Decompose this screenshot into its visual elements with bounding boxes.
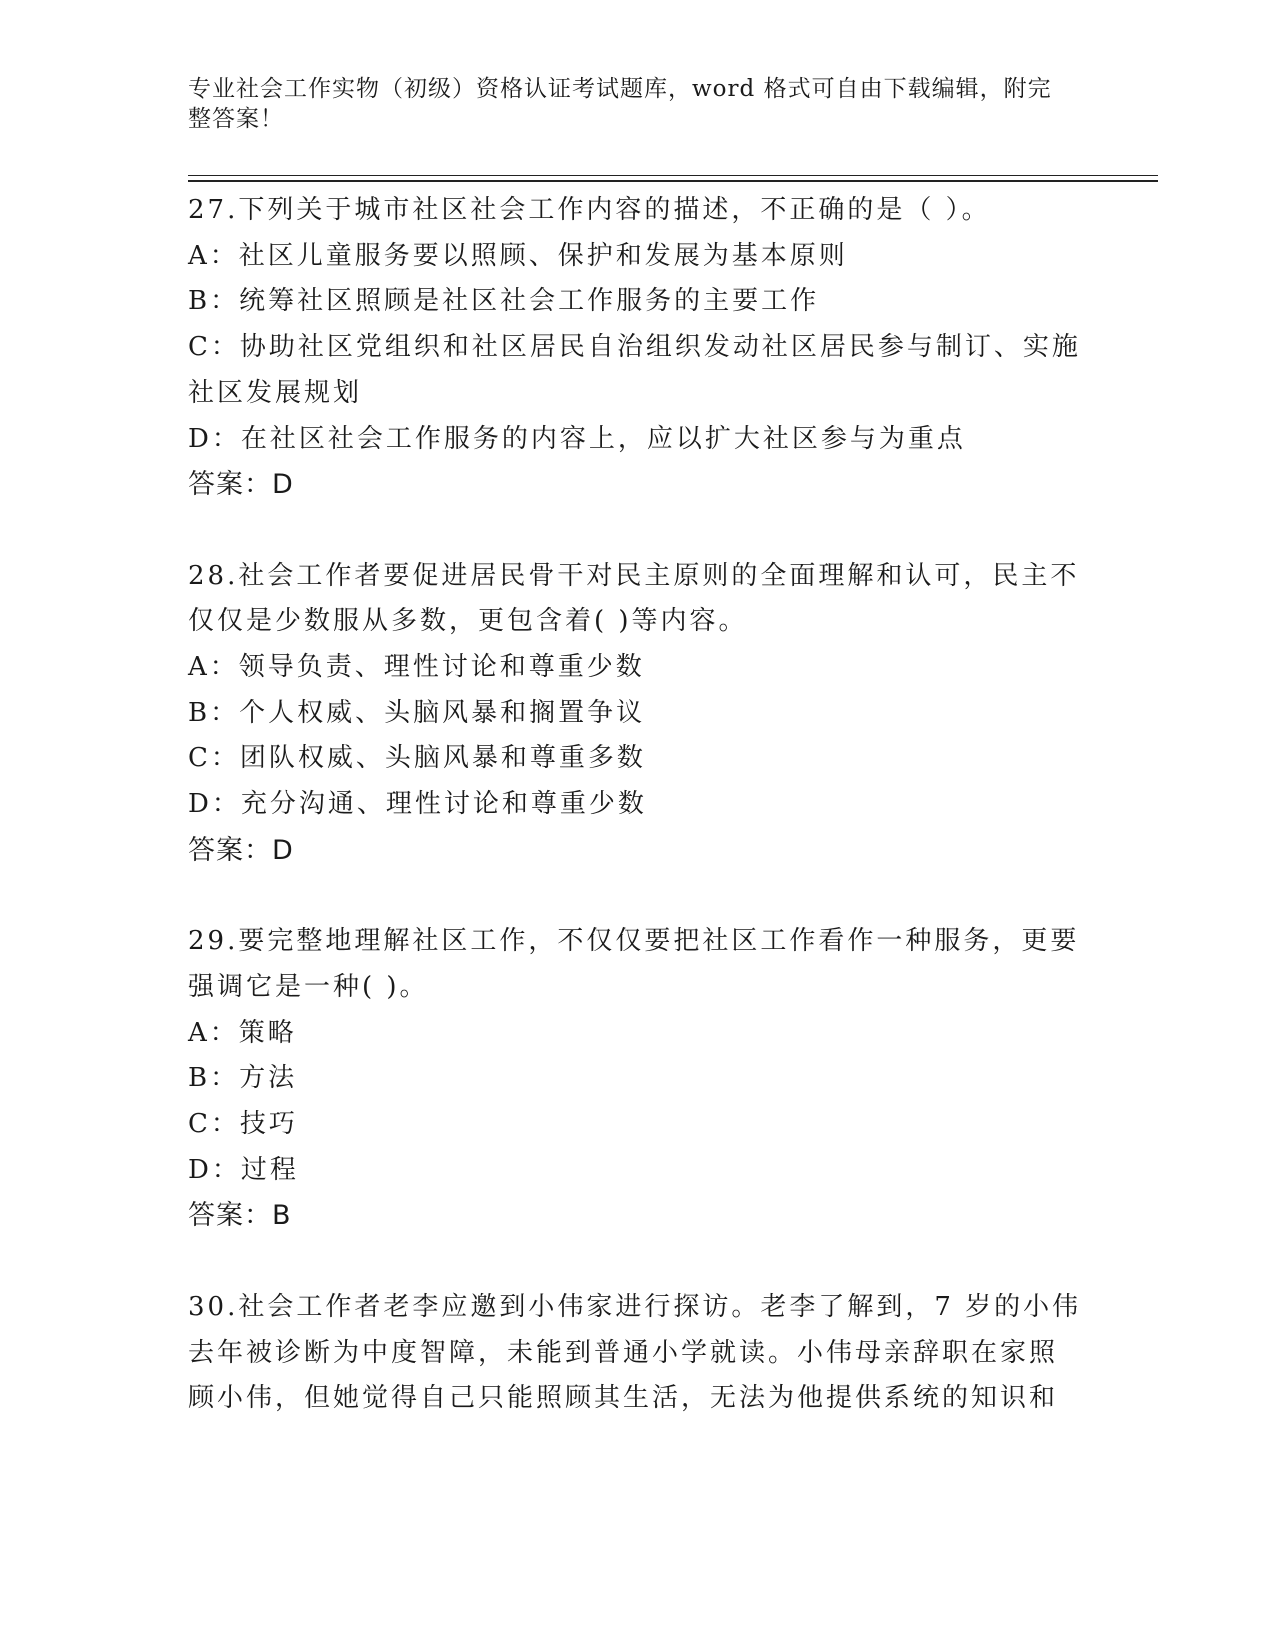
- question-block: [188, 919, 1088, 1239]
- answer-option: C：协助社区党组织和社区居民自治组织发动社区居民参与制订、实施: [188, 332, 1081, 363]
- answer-option: B：方法: [188, 1063, 298, 1094]
- answer-key: 答案：D: [188, 469, 294, 501]
- question-stem: 去年被诊断为中度智障，未能到普通小学就读。小伟母亲辞职在家照: [188, 1337, 1059, 1368]
- question-stem: 30.社会工作者老李应邀到小伟家进行探访。老李了解到，7 岁的小伟: [188, 1291, 1082, 1322]
- answer-option: B：统筹社区照顾是社区社会工作服务的主要工作: [188, 286, 820, 317]
- document-header: [188, 74, 1068, 134]
- answer-option: C：技巧: [188, 1109, 298, 1140]
- answer-option: D：在社区社会工作服务的内容上，应以扩大社区参与为重点: [188, 423, 966, 454]
- question-spacer: [188, 508, 1088, 554]
- question-stem: 29.要完整地理解社区工作，不仅仅要把社区工作看作一种服务，更要: [188, 926, 1080, 957]
- question-block: [188, 1285, 1088, 1422]
- answer-option: A：社区儿童服务要以照顾、保护和发展为基本原则: [188, 240, 848, 271]
- question-block: [188, 554, 1088, 874]
- question-list: [188, 188, 1088, 1422]
- question-block: [188, 188, 1088, 508]
- question-stem: 强调它是一种( )。: [188, 971, 429, 1002]
- answer-option: C：团队权威、头脑风暴和尊重多数: [188, 743, 646, 774]
- header-line-2: 整答案！: [188, 106, 284, 132]
- answer-option: 社区发展规划: [188, 377, 363, 408]
- question-stem: 28.社会工作者要促进居民骨干对民主原则的全面理解和认可，民主不: [188, 560, 1080, 591]
- answer-key: 答案：D: [188, 834, 294, 866]
- answer-option: A：策略: [188, 1017, 297, 1048]
- header-divider-thick: [188, 180, 1158, 182]
- answer-option: B：个人权威、头脑风暴和搁置争议: [188, 697, 646, 728]
- question-stem: 顾小伟，但她觉得自己只能照顾其生活，无法为他提供系统的知识和: [188, 1383, 1059, 1414]
- question-stem: 27.下列关于城市社区社会工作内容的描述，不正确的是（ ）。: [188, 195, 991, 225]
- header-line-1: 专业社会工作实物（初级）资格认证考试题库，word 格式可自由下载编辑，附完: [188, 76, 1052, 102]
- question-stem: 仅仅是少数服从多数，更包含着( )等内容。: [188, 606, 748, 637]
- header-divider-thin: [188, 175, 1158, 176]
- answer-option: D：充分沟通、理性讨论和尊重少数: [188, 789, 647, 820]
- answer-key: 答案：B: [188, 1200, 292, 1232]
- question-spacer: [188, 874, 1088, 920]
- answer-option: D：过程: [188, 1154, 299, 1185]
- question-spacer: [188, 1239, 1088, 1285]
- answer-option: A：领导负责、理性讨论和尊重少数: [188, 652, 645, 683]
